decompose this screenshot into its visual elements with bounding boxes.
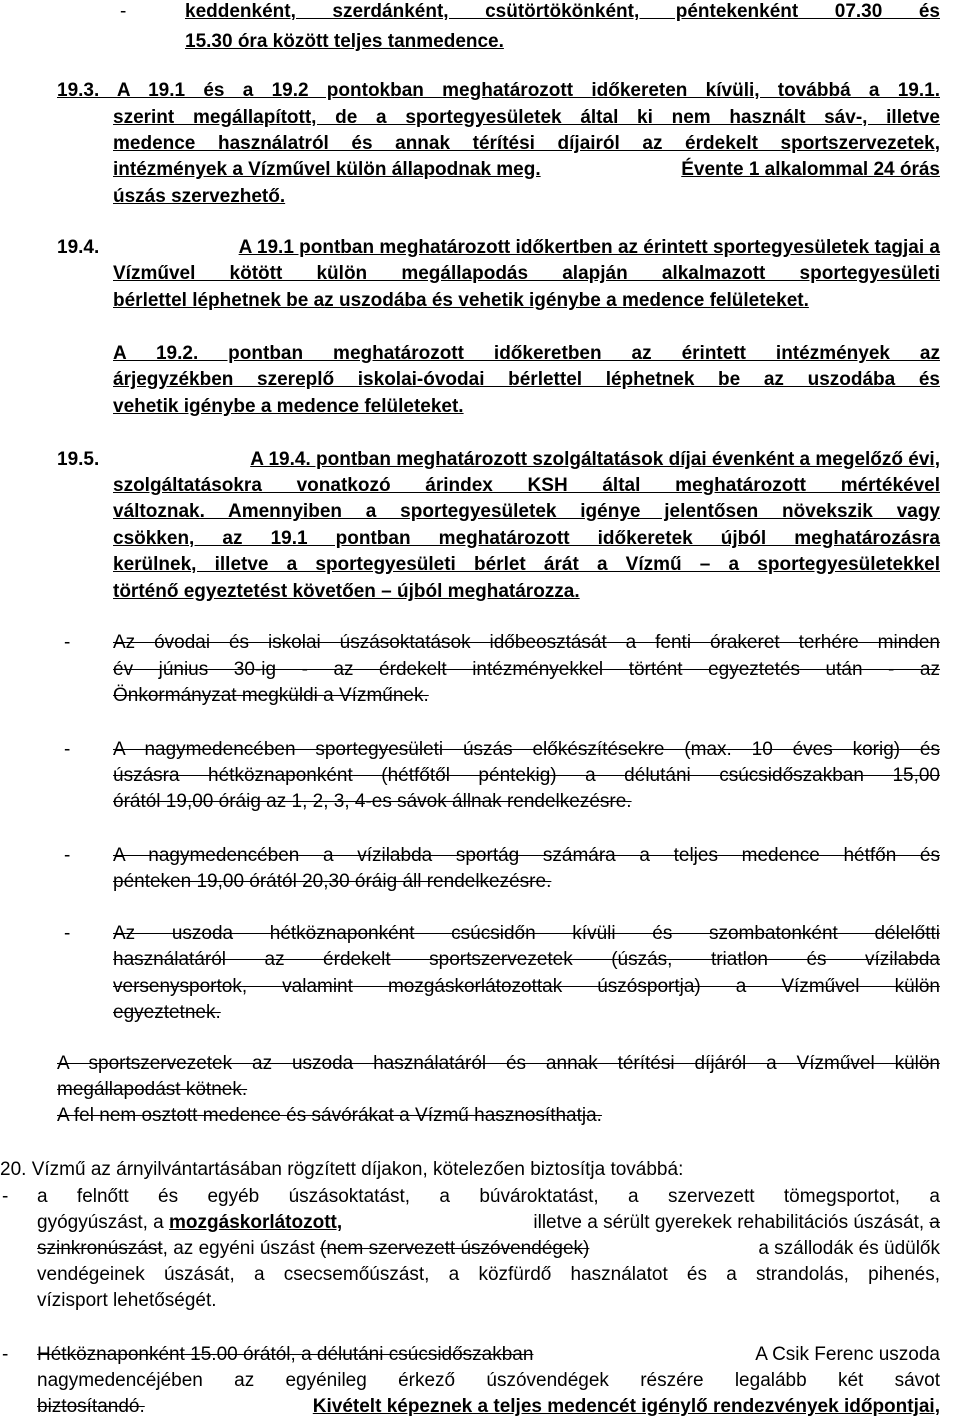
paragraph-line: keddenként, szerdánként, csütörtökönként, péntekenként 07.30 és <box>185 1 940 22</box>
paragraph-19-4-line <box>57 236 940 260</box>
list-line: vízisport lehetőségét. <box>37 1290 217 1311</box>
struck-line: Az uszoda hétköznaponként csúcsidőn kívüli és szombatonként délelőtti <box>113 923 940 944</box>
paragraph-19-5-line: változnak. Amennyiben a sportegyesületek igénye jelentősen növekszik vagy <box>113 501 940 522</box>
paragraph-19-4-line: bérlettel léphetnek be az uszodába és vehetik igénybe a medence felületeket. <box>113 290 809 311</box>
struck-line: pénteken 19,00 órától 20,30 óráig áll rendelkezésre. <box>113 871 552 892</box>
paragraph-19-2-line: A 19.2. pontban meghatározott időkeretben az érintett intézmények az <box>113 343 940 364</box>
text-span: illetve a sérült gyerekek rehabilitációs úszását, <box>533 1212 930 1233</box>
struck-span: (nem szervezett úszóvendégek) <box>320 1238 590 1259</box>
paragraph-19-3-line: 19.3. A 19.1 és a 19.2 pontokban meghatározott időkereten kívüli, továbbá a 19.1. <box>57 80 940 101</box>
struck-line: órától 19,00 óráig az 1, 2, 3, 4-es sávok állnak rendelkezésre. <box>113 791 632 812</box>
list-line <box>37 1211 940 1235</box>
text-span: A Csik Ferenc uszoda <box>755 1344 940 1365</box>
paragraph-19-5-line: történő egyeztetést követően – újból meghatározza. <box>113 581 580 602</box>
list-line <box>37 1237 940 1261</box>
struck-line: A nagymedencében sportegyesületi úszás előkészítésekre (max. 10 éves korig) és <box>113 739 940 760</box>
struck-line: A sportszervezetek az uszoda használatáról és annak térítési díjáról a Vízművel külön <box>57 1053 940 1074</box>
struck-span: biztosítandó. <box>37 1396 145 1417</box>
paragraph-19-3-line: úszás szervezhető. <box>113 186 286 207</box>
paragraph-19-2-line: árjegyzékben szereplő iskolai-óvodai bérlettel léphetnek be az uszodába és <box>113 369 940 390</box>
struck-line: egyeztetnek. <box>113 1002 221 1023</box>
paragraph-19-5-line <box>57 448 940 472</box>
text-span <box>37 1237 589 1261</box>
text-span: A 19.4. pontban meghatározott szolgáltatások díjai évenként a megelőző évi, <box>250 449 940 470</box>
section-number: 19.5. <box>57 449 100 470</box>
text-span: intézmények a Vízművel külön állapodnak meg. <box>113 159 541 180</box>
text-span: A 19.1 pontban meghatározott időkertben az érintett sportegyesületek tagjai a <box>238 237 940 258</box>
paragraph-19-3-line: szerint megállapított, de a sportegyesületek által ki nem használt sáv-, illetve <box>113 107 940 128</box>
paragraph-19-2-line: vehetik igénybe a medence felületeket. <box>113 396 464 417</box>
struck-span: Hétköznaponként 15.00 órától, a délutáni csúcsidőszakban <box>37 1344 534 1365</box>
struck-line: A nagymedencében a vízilabda sportág számára a teljes medence hétfőn és <box>113 845 940 866</box>
text-span <box>37 1211 342 1235</box>
struck-line: versenysportok, valamint mozgáskorlátozottak úszósportja) a Vízművel külön <box>113 976 940 997</box>
list-line: nagymedencéjében az egyénileg érkező úszóvendégek részére legalább két sávot <box>37 1370 940 1391</box>
struck-line: úszásra hétköznaponként (hétfőtől péntekig) a délutáni csúcsidőszakban 15,00 <box>113 765 940 786</box>
text-span: gyógyúszást, a <box>37 1212 170 1233</box>
struck-line: Az óvodai és iskolai úszásoktatások időbeosztását a fenti órakeret terhére minden <box>113 632 940 653</box>
list-line: a felnőtt és egyéb úszásoktatást, a búvároktatást, a szervezett tömegsportot, a <box>37 1186 940 1207</box>
text-span: Évente 1 alkalommal 24 órás <box>681 159 940 180</box>
bullet-dash: - <box>2 1186 9 1207</box>
text-span: , az egyéni úszást <box>162 1238 321 1259</box>
paragraph-line: 15.30 óra között teljes tanmedence. <box>185 31 504 52</box>
paragraph-19-4-line: Vízművel kötött külön megállapodás alapján alkalmazott sportegyesületi <box>113 263 940 284</box>
paragraph-19-5-line: kerülnek, illetve a sportegyesületi bérlet árát a Vízmű – a sportegyesületekkel <box>113 554 940 575</box>
emphasis-span: Kivételt képeznek a teljes medencét igénylő rendezvények időpontjai, <box>312 1396 940 1417</box>
paragraph-19-5-line: csökken, az 19.1 pontban meghatározott időkeretek újból meghatározásra <box>113 528 940 549</box>
text-span: a szállodák és üdülők <box>758 1238 940 1259</box>
list-line <box>37 1343 940 1367</box>
paragraph-19-3-line <box>113 158 940 182</box>
struck-line: használatáról az érdekelt sportszervezetek (úszás, triatlon és vízilabda <box>113 949 940 970</box>
list-line: vendégeinek úszását, a csecsemőúszást, a közfürdő használatot és a strandolás, pihenés, <box>37 1264 940 1285</box>
paragraph-19-3-line: medence használatról és annak térítési díjairól az érdekelt sportszervezetek, <box>113 133 940 154</box>
text-span <box>533 1211 940 1235</box>
emphasis-span: mozgáskorlátozott, <box>169 1212 343 1233</box>
list-line <box>37 1395 940 1419</box>
struck-line: A fel nem osztott medence és sávórákat a Vízmű hasznosíthatja. <box>57 1105 602 1126</box>
bullet-dash: - <box>2 1344 9 1365</box>
struck-line: Önkormányzat megküldi a Vízműnek. <box>113 685 429 706</box>
bullet-dash: - <box>64 923 71 944</box>
struck-line: év június 30-ig - az érdekelt intézményekkel történt egyeztetés után - az <box>113 659 940 680</box>
struck-line: megállapodást kötnek. <box>57 1079 248 1100</box>
bullet-dash: - <box>120 1 127 22</box>
bullet-dash: - <box>64 845 71 866</box>
bullet-dash: - <box>64 739 71 760</box>
paragraph-19-5-line: szolgáltatásokra vonatkozó árindex KSH által meghatározott mértékével <box>113 475 940 496</box>
struck-span: a <box>929 1212 940 1233</box>
struck-span: szinkronúszást <box>37 1238 163 1259</box>
section-number: 19.4. <box>57 237 100 258</box>
bullet-dash: - <box>64 632 71 653</box>
paragraph-20-heading: 20. Vízmű az árnyilvántartásában rögzített díjakon, kötelezően biztosítja továbbá: <box>0 1159 684 1180</box>
